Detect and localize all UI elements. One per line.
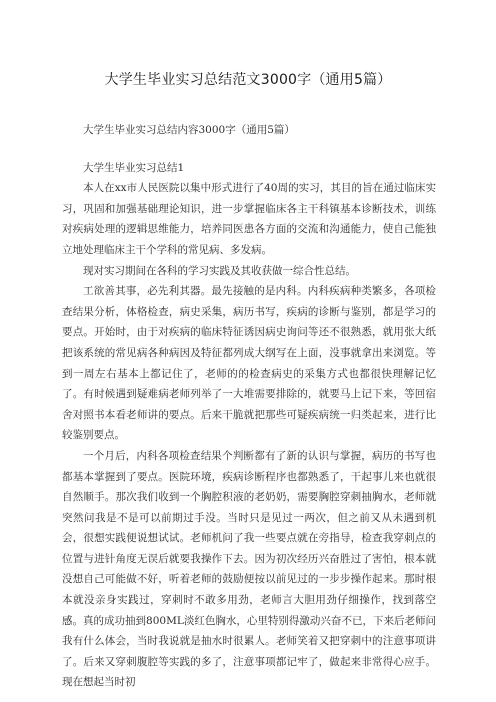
body-paragraph: 本人在xx市人民医院以集中形式进行了40周的实习，其目的旨在通过临床实习，巩固和加强基础理论知识，进一步掌握临床各主干科镇基本诊断技术，训练对疾病处理的逻辑思维能力，培养同医患各方面的交流和沟通能力，使自己能独立地处理临床主干个学科的常见病、多发病。 bbox=[62, 182, 436, 256]
body-paragraph: 工欲善其事，必先利其器。最先接触的是内科。内科疾病种类繁多，各项检查结果分析，体格检查，病史采集，病历书写，疾病的诊断与鉴别，都是学习的要点。开始时，由于对疾病的临床特征诱因病史询问等还不很熟悉，就用张大纸把该系统的常见病各种病因及特征都列成大纲写在上面，没事就拿出来浏览。等到一周左右基本上都记住了，老师的的检查病史的采集方式也都很快理解记忆了。有时候遇到疑难病老师列举了一大堆需要排除的，就要马上记下来，等回宿舍对照书本看老师讲的要点。后来干脆就把那些可疑疾病统一归类起来，进行比较鉴别要点。 bbox=[62, 285, 436, 442]
document-body bbox=[62, 120, 436, 693]
subtitle-paragraph: 大学生毕业实习总结内容3000字（通用5篇） bbox=[83, 124, 295, 136]
section-heading: 大学生毕业实习总结1 bbox=[83, 161, 185, 174]
document-title: 大学生毕业实习总结范文3000字（通用5篇） bbox=[104, 72, 392, 88]
body-paragraph: 一个月后，内科各项检查结果个判断都有了新的认识与掌握，病历的书写也都基本掌握到了要点。医院环境，疾病诊断程序也都熟悉了，干起事儿来也就很自然顺手。那次我们收到一个胸腔积液的老奶奶，需要胸腔穿刺抽胸水，老师就突然问我是不是可以前期过手没。当时只是见过一两次，但之前又从未遇到机会，很想实践便说想试试。老师机问了我一些要点就在旁指导，检查我穿刺点的位置与进针角度无误后就要我操作下去。因为初次经历兴奋胜过了害怕，根本就没想自己可能做不好，听着老师的鼓励便按以前见过的一步步操作起来。那时根本就没亲身实践过，穿刺时不敢多用劲，老师言大胆用劲仔细操作，找到落空感。真的成功抽到800ML淡红色胸水，心里特别得激动兴奋不已，下来后老师问我有什么体会，当时我说就是抽水时很累人。老师笑着又把穿刺中的注意事项讲了。后来又穿刺腹腔等实践的多了，注意事项都记牢了，做起来非常得心应手。现在想起当时初 bbox=[62, 449, 436, 689]
body-paragraph: 现对实习期间在各科的学习实践及其收获做一综合性总结。 bbox=[83, 264, 356, 277]
